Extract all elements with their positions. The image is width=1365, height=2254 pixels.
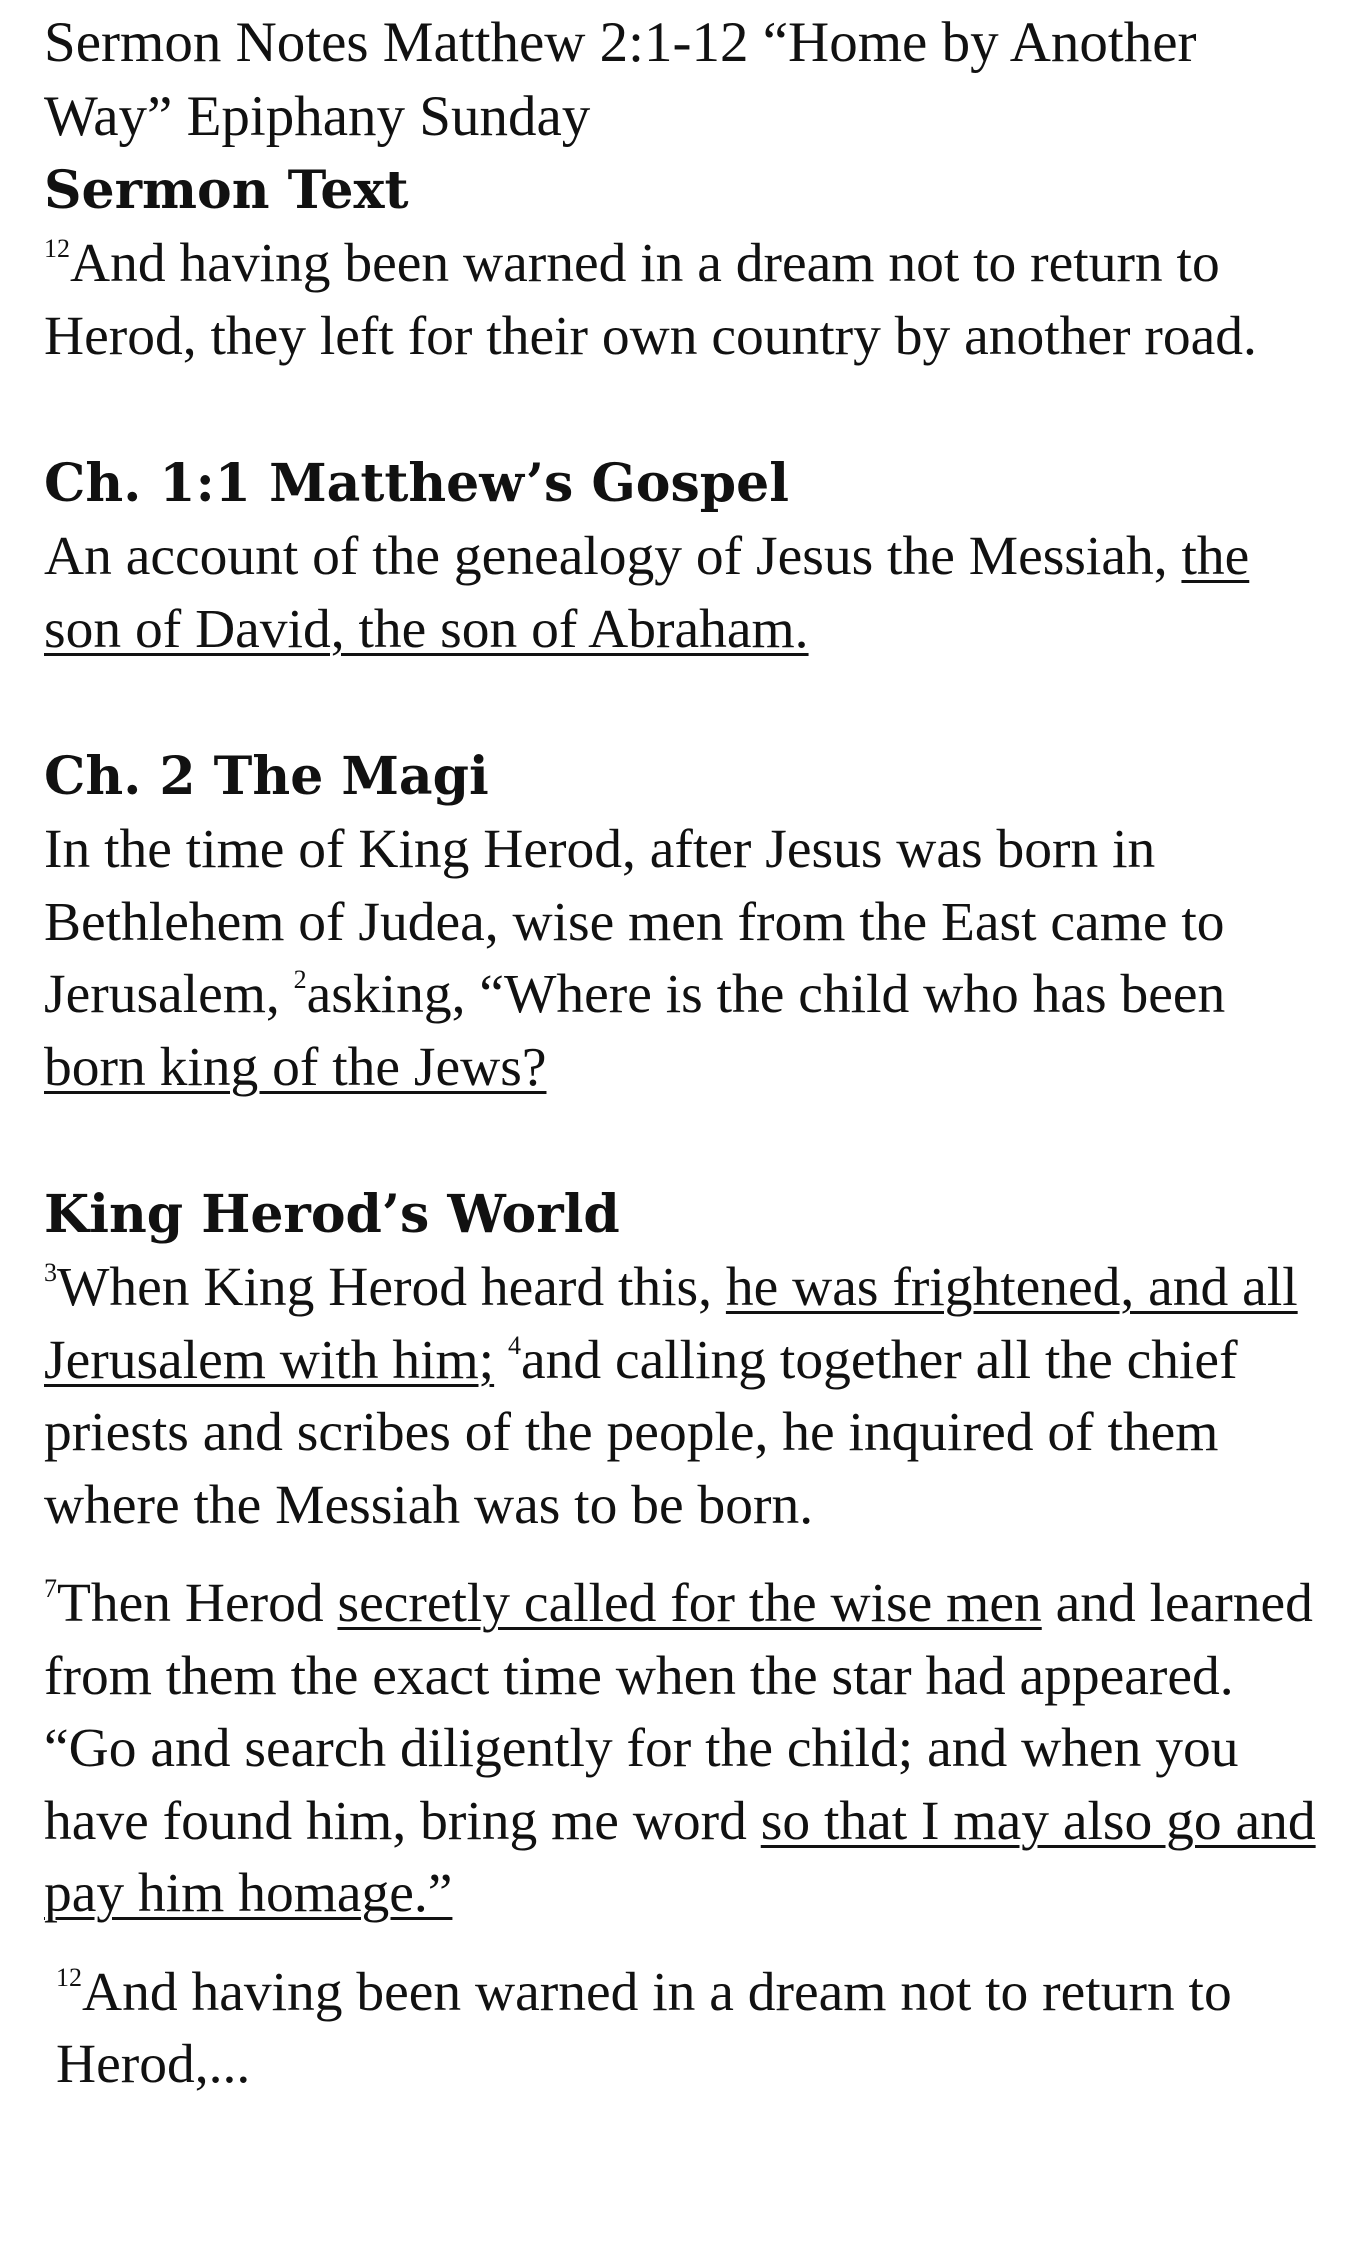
spacer xyxy=(44,1931,1325,1957)
verse-number: 12 xyxy=(56,1962,82,1992)
verse-number: 2 xyxy=(293,965,307,994)
underlined-text: so that I may also go and pay him homage.” xyxy=(44,1790,1316,1924)
underlined-text: the son of David, the son of Abraham. xyxy=(44,526,1250,660)
underlined-text: he was frightened, and all Jerusalem with him; xyxy=(44,1257,1298,1391)
document-title: Sermon Notes Matthew 2:1-12 “Home by Another Way” Epiphany Sunday xyxy=(44,11,1197,148)
underlined-text: born king of the Jews? xyxy=(44,1036,547,1098)
underlined-text: secretly called for the wise men xyxy=(337,1573,1042,1634)
closing-paragraph xyxy=(44,1957,1325,2102)
verse-text: When King Herod heard this, xyxy=(57,1257,726,1318)
genealogy-paragraph xyxy=(44,521,1325,666)
verse-text: And having been warned in a dream not to return to Herod, they left for their own country by another road. xyxy=(44,233,1257,367)
spacer xyxy=(44,1542,1325,1568)
verse-number: 3 xyxy=(44,1258,57,1287)
verse-text: asking, “Where is the child who has been xyxy=(306,964,1226,1025)
spacer xyxy=(44,666,1325,740)
verse-text: and calling together all the chief priests and scribes of the people, he inquired of them where the Messiah was to be born. xyxy=(44,1329,1238,1536)
magi-paragraph xyxy=(44,814,1325,1104)
sermon-text-paragraph xyxy=(44,228,1325,373)
herod-paragraph xyxy=(44,1252,1325,1542)
spacer xyxy=(44,373,1325,447)
secret-call-paragraph xyxy=(44,1568,1325,1931)
verse-text: Then Herod xyxy=(57,1573,338,1634)
section-heading-matthews-gospel: Ch. 1:1 Matthew’s Gospel xyxy=(44,453,789,514)
verse-number: 12 xyxy=(44,234,70,263)
section-heading-king-herods-world: King Herod’s World xyxy=(44,1184,620,1245)
section-heading-sermon-text: Sermon Text xyxy=(44,160,409,221)
section-heading-the-magi: Ch. 2 The Magi xyxy=(44,746,489,807)
verse-number: 4 xyxy=(507,1330,521,1360)
verse-number: 7 xyxy=(44,1574,57,1603)
verse-text: And having been warned in a dream not to return to Herod,... xyxy=(56,1961,1232,2095)
verse-text: and learned from them the exact time when the star had appeared. “Go and search diligently for the child; and when you have found him, bring me word xyxy=(44,1573,1313,1852)
verse-text: An account of the genealogy of Jesus the Messiah, xyxy=(44,526,1182,587)
spacer xyxy=(44,1104,1325,1178)
verse-text: In the time of King Herod, after Jesus was born in Bethlehem of Judea, wise men from the East came to Jerusalem, xyxy=(44,819,1225,1025)
